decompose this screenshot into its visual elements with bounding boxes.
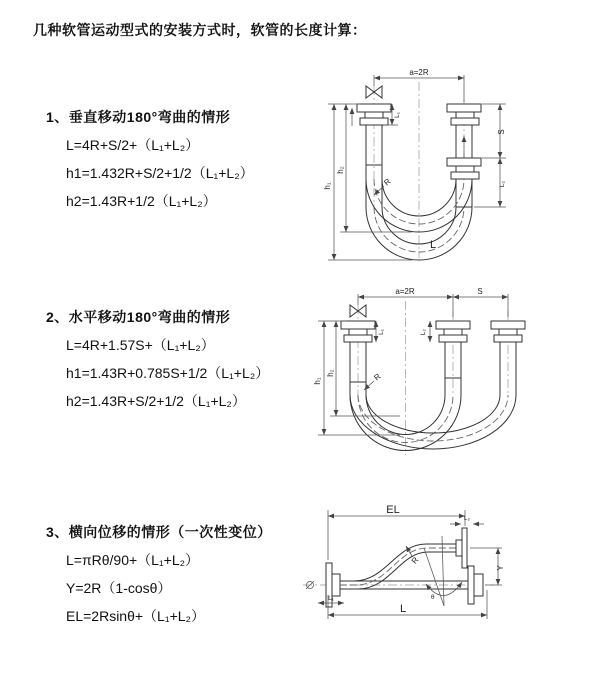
dim-label-h1: h₁ — [323, 182, 332, 190]
left-flange — [341, 321, 375, 342]
section-3-heading: 3、横向位移的情形（一次性变位） — [46, 524, 272, 540]
section-2 — [46, 303, 269, 415]
lateral-displacement-diagram — [298, 500, 598, 650]
dim-label-s: S — [477, 287, 483, 296]
dim-label-h1: h₁ — [313, 377, 322, 385]
right-lower-flange — [447, 158, 481, 179]
dim-label-r: R — [372, 371, 383, 383]
hose-outline — [341, 305, 525, 451]
middle-flange — [436, 321, 470, 342]
dimensions — [313, 287, 508, 435]
dim-label-h2: h₂ — [326, 369, 335, 377]
dim-label-a2r: a=2R — [409, 68, 429, 77]
section-1-heading: 1、垂直移动180°弯曲的情形 — [46, 109, 231, 125]
vertical-180-bend-diagram — [312, 62, 592, 262]
dim-label-y: Y — [496, 565, 505, 571]
dim-label-l2: L₂ — [499, 180, 506, 188]
right-upper-flange — [462, 528, 467, 568]
dim-label-l1: L₁ — [328, 595, 334, 602]
page-title: 几种软管运动型式的安装方式时，软管的长度计算： — [33, 22, 367, 38]
formula-h2: h2=1.43R+1/2（L₁+L₂） — [66, 193, 217, 209]
left-flange — [357, 104, 391, 125]
formula-h1: h1=1.43R+0.785S+1/2（L₁+L₂） — [66, 365, 270, 381]
formula-l: L=4R+S/2+（L₁+L₂） — [66, 137, 200, 153]
dim-label-l: L — [399, 603, 407, 615]
formula-h2: h2=1.43R+S/2+1/2（L₁+L₂） — [66, 393, 246, 409]
dim-label-l2: L₂ — [420, 328, 427, 336]
dim-label-l1: L₁ — [378, 329, 385, 335]
section-1 — [46, 103, 254, 215]
dim-label-l2: L₂ — [463, 515, 471, 522]
hose-outline — [326, 528, 483, 607]
dim-label-l1: L₁ — [394, 112, 401, 118]
section-3 — [46, 518, 272, 630]
dimensions — [318, 504, 505, 619]
formula-l: L=πRθ/90+（L₁+L₂） — [66, 552, 200, 568]
formula-l: L=4R+1.57S+（L₁+L₂） — [66, 337, 215, 353]
section-2-heading: 2、水平移动180°弯曲的情形 — [46, 309, 231, 325]
formula-h1: h1=1.432R+S/2+1/2（L₁+L₂） — [66, 165, 254, 181]
displaced-position-hose — [340, 528, 467, 589]
formula-y: Y=2R（1-cosθ） — [66, 580, 172, 596]
right-lower-flange — [468, 566, 474, 604]
horizontal-180-bend-diagram — [308, 283, 593, 458]
right-flange — [491, 321, 525, 342]
dim-label-s: S — [497, 129, 506, 135]
dim-label-a2r: a=2R — [395, 287, 415, 296]
dim-label-r: R — [409, 555, 421, 566]
formula-el: EL=2Rsinθ+（L₁+L₂） — [66, 608, 205, 624]
right-upper-flange — [447, 104, 481, 125]
dim-label-el: EL — [386, 504, 400, 516]
dim-label-l: L — [430, 239, 437, 251]
angle-label-theta: θ — [431, 594, 435, 601]
dim-label-h2: h₂ — [336, 166, 345, 174]
dim-label-r: R — [382, 176, 393, 188]
